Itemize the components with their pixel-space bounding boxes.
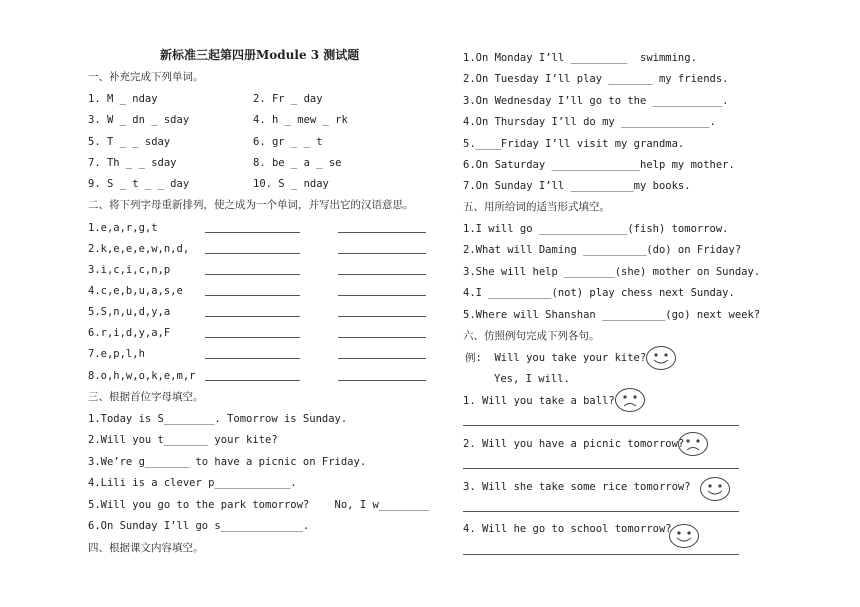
s5-item-3: 3.She will help ________(she) mother on Sunday.: [463, 266, 761, 278]
sad-face-icon: [614, 387, 646, 413]
s2-meaning-blank-8[interactable]: [338, 380, 426, 381]
s2-item-4: 4.c,e,b,u,a,s,e: [88, 285, 183, 297]
s2-meaning-blank-1[interactable]: [338, 232, 426, 233]
s2-item-1: 1.e,a,r,g,t: [88, 222, 158, 234]
s6-answer-line-1[interactable]: [463, 425, 739, 426]
s4-item-5: 5.____Friday I’ll visit my grandma.: [463, 138, 685, 150]
s3-item-4: 4.Lili is a clever p____________.: [88, 477, 297, 489]
section-4-heading: 四、根据课文内容填空。: [88, 542, 204, 554]
s3-item-5: 5.Will you go to the park tomorrow? No, I w________: [88, 499, 430, 511]
s2-word-blank-3[interactable]: [205, 274, 300, 275]
section-3-heading: 三、根据首位字母填空。: [88, 391, 204, 403]
s4-item-2: 2.On Tuesday I’ll play _______ my friends.: [463, 73, 729, 85]
s2-word-blank-8[interactable]: [205, 380, 300, 381]
s5-item-1: 1.I will go ______________(fish) tomorrow.: [463, 223, 729, 235]
s1-item-9: 9. S _ t _ _ day: [88, 178, 190, 190]
s6-item-4: 4. Will he go to school tomorrow?: [463, 523, 672, 535]
s1-item-10: 10. S _ nday: [253, 178, 329, 190]
s6-answer-line-2[interactable]: [463, 468, 739, 469]
s2-word-blank-5[interactable]: [205, 316, 300, 317]
s3-item-6: 6.On Sunday I’ll go s_____________.: [88, 520, 310, 532]
section-6-heading: 六、仿照例句完成下列各句。: [463, 330, 600, 342]
s3-item-2: 2.Will you t_______ your kite?: [88, 434, 278, 446]
s2-word-blank-7[interactable]: [205, 358, 300, 359]
smiley-face-icon: [645, 345, 677, 371]
s3-item-1: 1.Today is S________. Tomorrow is Sunday.: [88, 413, 348, 425]
s1-item-8: 8. be _ a _ se: [253, 157, 342, 169]
s4-item-3: 3.On Wednesday I’ll go to the ___________.: [463, 95, 729, 107]
s1-item-7: 7. Th _ _ sday: [88, 157, 177, 169]
s2-word-blank-1[interactable]: [205, 232, 300, 233]
sad-face-icon: [677, 431, 709, 457]
s2-meaning-blank-5[interactable]: [338, 316, 426, 317]
s2-meaning-blank-6[interactable]: [338, 337, 426, 338]
s2-meaning-blank-2[interactable]: [338, 253, 426, 254]
s2-item-2: 2.k,e,e,e,w,n,d,: [88, 243, 190, 255]
s6-item-2: 2. Will you have a picnic tomorrow?: [463, 438, 685, 450]
s5-item-2: 2.What will Daming __________(do) on Friday?: [463, 244, 742, 256]
s4-item-6: 6.On Saturday ______________help my mother.: [463, 159, 735, 171]
s2-meaning-blank-4[interactable]: [338, 295, 426, 296]
page-title: 新标准三起第四册Module 3 测试题: [160, 48, 360, 62]
s3-item-3: 3.We’re g_______ to have a picnic on Friday.: [88, 456, 367, 468]
smiley-face-icon: [668, 523, 700, 549]
section-2-heading: 二、将下列字母重新排列，使之成为一个单词，并写出它的汉语意思。: [88, 199, 414, 211]
s1-item-3: 3. W _ dn _ sday: [88, 114, 190, 126]
section-5-heading: 五、用所给词的适当形式填空。: [463, 201, 610, 213]
s2-word-blank-2[interactable]: [205, 253, 300, 254]
s5-item-4: 4.I __________(not) play chess next Sunday.: [463, 287, 735, 299]
s4-item-1: 1.On Monday I’ll _________ swimming.: [463, 52, 697, 64]
s2-meaning-blank-7[interactable]: [338, 358, 426, 359]
s1-item-4: 4. h _ mew _ rk: [253, 114, 348, 126]
s2-meaning-blank-3[interactable]: [338, 274, 426, 275]
s2-item-8: 8.o,h,w,o,k,e,m,r: [88, 370, 196, 382]
s6-item-1: 1. Will you take a ball?: [463, 395, 615, 407]
s2-word-blank-6[interactable]: [205, 337, 300, 338]
s2-item-6: 6.r,i,d,y,a,F: [88, 327, 171, 339]
s1-item-6: 6. gr _ _ t: [253, 136, 323, 148]
section-1-heading: 一、补充完成下列单词。: [88, 71, 204, 83]
s6-example-answer: Yes, I will.: [494, 373, 570, 385]
s2-item-3: 3.i,c,i,c,n,p: [88, 264, 171, 276]
s1-item-1: 1. M _ nday: [88, 93, 158, 105]
s4-item-4: 4.On Thursday I’ll do my ______________.: [463, 116, 716, 128]
s6-item-3: 3. Will she take some rice tomorrow?: [463, 481, 691, 493]
s2-item-5: 5.S,n,u,d,y,a: [88, 306, 171, 318]
s1-item-2: 2. Fr _ day: [253, 93, 323, 105]
s6-answer-line-3[interactable]: [463, 511, 739, 512]
smiley-face-icon: [699, 476, 731, 502]
s1-item-5: 5. T _ _ sday: [88, 136, 171, 148]
s2-item-7: 7.e,p,l,h: [88, 348, 145, 360]
s6-answer-line-4[interactable]: [463, 554, 739, 555]
s4-item-7: 7.On Sunday I’ll __________my books.: [463, 180, 691, 192]
s6-example-question: 例: Will you take your kite?: [465, 352, 647, 364]
s5-item-5: 5.Where will Shanshan __________(go) next week?: [463, 309, 761, 321]
s2-word-blank-4[interactable]: [205, 295, 300, 296]
